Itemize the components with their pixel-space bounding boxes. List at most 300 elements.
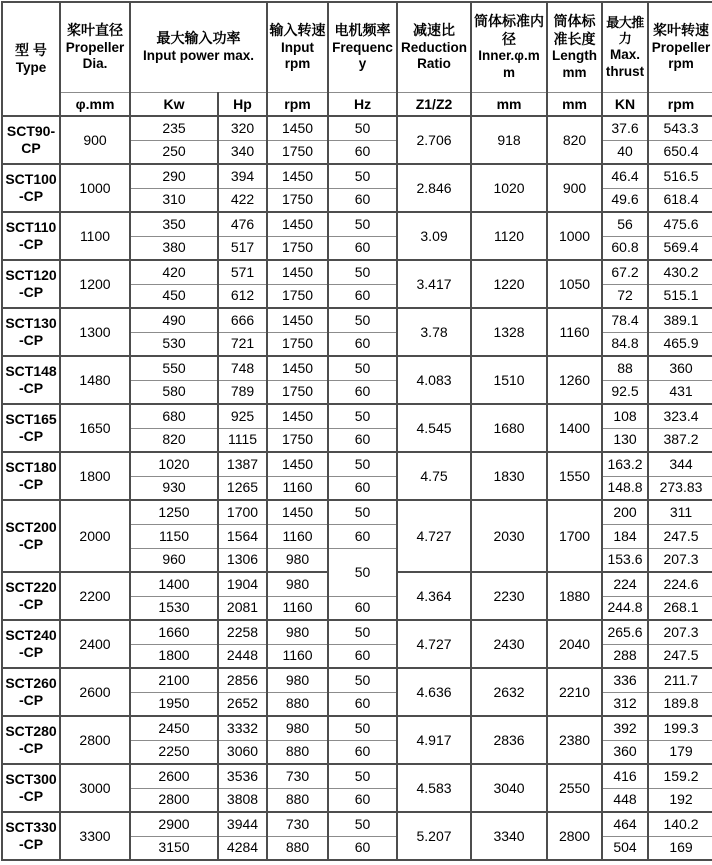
kw-cell: 310 xyxy=(130,188,218,212)
header-type-en: Type xyxy=(15,59,47,75)
thrust-cell: 72 xyxy=(602,284,648,308)
hz-cell: 60 xyxy=(328,596,397,620)
prop-rpm-cell: 169 xyxy=(648,836,712,860)
ratio-cell: 4.727 xyxy=(397,500,471,572)
table-row xyxy=(2,500,712,524)
header-prop-rpm-zh: 桨叶转速 xyxy=(653,22,710,39)
prop-rpm-cell: 140.2 xyxy=(648,812,712,836)
thrust-cell: 504 xyxy=(602,836,648,860)
thrust-cell: 49.6 xyxy=(602,188,648,212)
input-rpm-cell: 1450 xyxy=(267,308,328,332)
hp-cell: 2081 xyxy=(218,596,267,620)
model-cell: SCT300-CP xyxy=(2,764,60,812)
prop-rpm-cell: 323.4 xyxy=(648,404,712,428)
inner-dia-cell: 1220 xyxy=(471,260,547,308)
ratio-cell: 3.78 xyxy=(397,308,471,356)
kw-cell: 960 xyxy=(130,548,218,572)
header-frequency xyxy=(328,2,397,92)
hp-cell: 1306 xyxy=(218,548,267,572)
header-prop-rpm-en: Propeller rpm xyxy=(651,39,711,71)
dia-cell: 1000 xyxy=(60,164,130,212)
input-rpm-cell: 980 xyxy=(267,716,328,740)
thrust-cell: 108 xyxy=(602,404,648,428)
hp-cell: 3060 xyxy=(218,740,267,764)
dia-cell: 1200 xyxy=(60,260,130,308)
kw-cell: 1400 xyxy=(130,572,218,596)
table-row xyxy=(2,212,712,236)
dia-cell: 2400 xyxy=(60,620,130,668)
kw-cell: 450 xyxy=(130,284,218,308)
table-row xyxy=(2,164,712,188)
hz-cell: 50 xyxy=(328,116,397,140)
hp-cell: 320 xyxy=(218,116,267,140)
hp-cell: 2448 xyxy=(218,644,267,668)
kw-cell: 2250 xyxy=(130,740,218,764)
hp-cell: 2258 xyxy=(218,620,267,644)
hp-cell: 517 xyxy=(218,236,267,260)
hp-cell: 1700 xyxy=(218,500,267,524)
header-ratio-zh: 减速比 xyxy=(413,22,456,39)
hz-cell: 50 xyxy=(328,356,397,380)
header-type xyxy=(2,2,60,116)
hz-cell: 60 xyxy=(328,332,397,356)
model-cell: SCT180-CP xyxy=(2,452,60,500)
hz-cell: 60 xyxy=(328,140,397,164)
prop-rpm-cell: 543.3 xyxy=(648,116,712,140)
kw-cell: 530 xyxy=(130,332,218,356)
thrust-cell: 244.8 xyxy=(602,596,648,620)
prop-rpm-cell: 360 xyxy=(648,356,712,380)
length-cell: 1550 xyxy=(547,452,602,500)
length-cell: 1050 xyxy=(547,260,602,308)
hz-cell: 50 xyxy=(328,308,397,332)
unit-frequency: Hz xyxy=(328,92,397,116)
thrust-cell: 200 xyxy=(602,500,648,524)
thrust-cell: 360 xyxy=(602,740,648,764)
header-thrust-zh: 最大推力 xyxy=(606,14,644,46)
input-rpm-cell: 1450 xyxy=(267,404,328,428)
input-rpm-cell: 1450 xyxy=(267,260,328,284)
hz-cell: 60 xyxy=(328,476,397,500)
length-cell: 2040 xyxy=(547,620,602,668)
hz-cell: 50 xyxy=(328,404,397,428)
prop-rpm-cell: 211.7 xyxy=(648,668,712,692)
length-cell: 2800 xyxy=(547,812,602,860)
header-power-en: Input power max. xyxy=(143,47,255,63)
prop-rpm-cell: 159.2 xyxy=(648,764,712,788)
prop-rpm-cell: 465.9 xyxy=(648,332,712,356)
inner-dia-cell: 1680 xyxy=(471,404,547,452)
thrust-cell: 416 xyxy=(602,764,648,788)
input-rpm-cell: 980 xyxy=(267,572,328,596)
thrust-cell: 163.2 xyxy=(602,452,648,476)
header-input-rpm-zh: 输入转速 xyxy=(269,22,326,39)
model-cell: SCT240-CP xyxy=(2,620,60,668)
kw-cell: 1800 xyxy=(130,644,218,668)
prop-rpm-cell: 207.3 xyxy=(648,620,712,644)
input-rpm-cell: 730 xyxy=(267,764,328,788)
header-inner xyxy=(471,2,547,92)
hp-cell: 3536 xyxy=(218,764,267,788)
input-rpm-cell: 1750 xyxy=(267,380,328,404)
table-row xyxy=(2,668,712,692)
table-body xyxy=(2,116,712,860)
input-rpm-cell: 1450 xyxy=(267,500,328,524)
input-rpm-cell: 880 xyxy=(267,740,328,764)
hp-cell: 789 xyxy=(218,380,267,404)
kw-cell: 1250 xyxy=(130,500,218,524)
kw-cell: 350 xyxy=(130,212,218,236)
model-cell: SCT110-CP xyxy=(2,212,60,260)
thrust-cell: 84.8 xyxy=(602,332,648,356)
dia-cell: 2200 xyxy=(60,572,130,620)
hp-cell: 1904 xyxy=(218,572,267,596)
length-cell: 1700 xyxy=(547,500,602,572)
prop-rpm-cell: 224.6 xyxy=(648,572,712,596)
thrust-cell: 224 xyxy=(602,572,648,596)
header-thrust-en: Max. thrust xyxy=(605,47,645,79)
header-power xyxy=(130,2,267,92)
prop-rpm-cell: 207.3 xyxy=(648,548,712,572)
kw-cell: 290 xyxy=(130,164,218,188)
header-inner-en: Inner.φ.mm xyxy=(478,48,540,80)
hz-cell: 60 xyxy=(328,644,397,668)
model-cell: SCT90-CP xyxy=(2,116,60,164)
length-cell: 2210 xyxy=(547,668,602,716)
input-rpm-cell: 1750 xyxy=(267,236,328,260)
prop-rpm-cell: 618.4 xyxy=(648,188,712,212)
inner-dia-cell: 2430 xyxy=(471,620,547,668)
hz-cell: 60 xyxy=(328,284,397,308)
kw-cell: 2600 xyxy=(130,764,218,788)
input-rpm-cell: 1750 xyxy=(267,428,328,452)
prop-rpm-cell: 475.6 xyxy=(648,212,712,236)
hp-cell: 1115 xyxy=(218,428,267,452)
inner-dia-cell: 2030 xyxy=(471,500,547,572)
header-dia-en: Propeller Dia. xyxy=(65,39,125,71)
hp-cell: 422 xyxy=(218,188,267,212)
inner-dia-cell: 918 xyxy=(471,116,547,164)
thrust-cell: 148.8 xyxy=(602,476,648,500)
input-rpm-cell: 1750 xyxy=(267,284,328,308)
thrust-cell: 464 xyxy=(602,812,648,836)
kw-cell: 2800 xyxy=(130,788,218,812)
dia-cell: 1300 xyxy=(60,308,130,356)
hp-cell: 3944 xyxy=(218,812,267,836)
dia-cell: 1650 xyxy=(60,404,130,452)
unit-power-1: Hp xyxy=(218,92,267,116)
input-rpm-cell: 980 xyxy=(267,548,328,572)
table-row xyxy=(2,260,712,284)
hz-cell: 60 xyxy=(328,380,397,404)
model-cell: SCT200-CP xyxy=(2,500,60,572)
kw-cell: 1660 xyxy=(130,620,218,644)
kw-cell: 420 xyxy=(130,260,218,284)
prop-rpm-cell: 311 xyxy=(648,500,712,524)
length-cell: 2550 xyxy=(547,764,602,812)
input-rpm-cell: 1750 xyxy=(267,332,328,356)
kw-cell: 380 xyxy=(130,236,218,260)
dia-cell: 3300 xyxy=(60,812,130,860)
prop-rpm-cell: 387.2 xyxy=(648,428,712,452)
input-rpm-cell: 1160 xyxy=(267,524,328,548)
length-cell: 1400 xyxy=(547,404,602,452)
hp-cell: 666 xyxy=(218,308,267,332)
input-rpm-cell: 1750 xyxy=(267,188,328,212)
kw-cell: 250 xyxy=(130,140,218,164)
unit-length: mm xyxy=(547,92,602,116)
table-row xyxy=(2,308,712,332)
model-cell: SCT130-CP xyxy=(2,308,60,356)
thrust-cell: 312 xyxy=(602,692,648,716)
thrust-cell: 265.6 xyxy=(602,620,648,644)
input-rpm-cell: 980 xyxy=(267,668,328,692)
dia-cell: 3000 xyxy=(60,764,130,812)
input-rpm-cell: 1450 xyxy=(267,356,328,380)
ratio-cell: 4.083 xyxy=(397,356,471,404)
input-rpm-cell: 880 xyxy=(267,836,328,860)
prop-rpm-cell: 431 xyxy=(648,380,712,404)
prop-rpm-cell: 273.83 xyxy=(648,476,712,500)
hz-cell: 50 xyxy=(328,764,397,788)
thrust-cell: 336 xyxy=(602,668,648,692)
ratio-cell: 4.364 xyxy=(397,572,471,620)
hp-cell: 2652 xyxy=(218,692,267,716)
ratio-cell: 4.917 xyxy=(397,716,471,764)
header-length-zh: 筒体标准长度 xyxy=(553,13,596,47)
hp-cell: 3332 xyxy=(218,716,267,740)
model-cell: SCT165-CP xyxy=(2,404,60,452)
input-rpm-cell: 1450 xyxy=(267,212,328,236)
header-inner-zh: 筒体标准内径 xyxy=(474,13,545,47)
prop-rpm-cell: 515.1 xyxy=(648,284,712,308)
header-frequency-en: Frequency xyxy=(332,39,393,71)
inner-dia-cell: 1830 xyxy=(471,452,547,500)
model-cell: SCT148-CP xyxy=(2,356,60,404)
prop-rpm-cell: 430.2 xyxy=(648,260,712,284)
ratio-cell: 4.583 xyxy=(397,764,471,812)
prop-rpm-cell: 268.1 xyxy=(648,596,712,620)
table-row xyxy=(2,452,712,476)
kw-cell: 2450 xyxy=(130,716,218,740)
inner-dia-cell: 2836 xyxy=(471,716,547,764)
input-rpm-cell: 1450 xyxy=(267,164,328,188)
header-dia xyxy=(60,2,130,92)
hz-cell: 60 xyxy=(328,524,397,548)
input-rpm-cell: 1450 xyxy=(267,116,328,140)
ratio-cell: 4.727 xyxy=(397,620,471,668)
header-row-units xyxy=(2,92,712,116)
input-rpm-cell: 880 xyxy=(267,692,328,716)
model-cell: SCT330-CP xyxy=(2,812,60,860)
unit-prop-rpm: rpm xyxy=(648,92,712,116)
inner-dia-cell: 2632 xyxy=(471,668,547,716)
hz-cell: 60 xyxy=(328,428,397,452)
model-cell: SCT260-CP xyxy=(2,668,60,716)
table-row xyxy=(2,812,712,836)
hp-cell: 1387 xyxy=(218,452,267,476)
hz-cell: 50 xyxy=(328,812,397,836)
hp-cell: 394 xyxy=(218,164,267,188)
thrust-cell: 153.6 xyxy=(602,548,648,572)
kw-cell: 580 xyxy=(130,380,218,404)
length-cell: 1000 xyxy=(547,212,602,260)
header-row-main xyxy=(2,2,712,92)
length-cell: 1260 xyxy=(547,356,602,404)
kw-cell: 1150 xyxy=(130,524,218,548)
input-rpm-cell: 880 xyxy=(267,788,328,812)
kw-cell: 930 xyxy=(130,476,218,500)
hz-cell: 60 xyxy=(328,692,397,716)
prop-rpm-cell: 247.5 xyxy=(648,644,712,668)
thrust-cell: 288 xyxy=(602,644,648,668)
header-type-zh: 型 号 xyxy=(15,42,47,59)
hp-cell: 721 xyxy=(218,332,267,356)
header-power-zh: 最大输入功率 xyxy=(156,30,241,47)
hz-cell: 50 xyxy=(328,500,397,524)
hz-cell: 60 xyxy=(328,836,397,860)
model-cell: SCT220-CP xyxy=(2,572,60,620)
hz-cell: 50 xyxy=(328,620,397,644)
input-rpm-cell: 1750 xyxy=(267,140,328,164)
thrust-cell: 130 xyxy=(602,428,648,452)
kw-cell: 820 xyxy=(130,428,218,452)
prop-rpm-cell: 389.1 xyxy=(648,308,712,332)
length-cell: 2380 xyxy=(547,716,602,764)
header-length-en: Length mm xyxy=(552,48,598,80)
kw-cell: 2900 xyxy=(130,812,218,836)
header-frequency-zh: 电机频率 xyxy=(334,22,391,39)
thrust-cell: 67.2 xyxy=(602,260,648,284)
prop-rpm-cell: 192 xyxy=(648,788,712,812)
input-rpm-cell: 730 xyxy=(267,812,328,836)
ratio-cell: 4.75 xyxy=(397,452,471,500)
hp-cell: 4284 xyxy=(218,836,267,860)
thrust-cell: 448 xyxy=(602,788,648,812)
hp-cell: 748 xyxy=(218,356,267,380)
kw-cell: 490 xyxy=(130,308,218,332)
table-row xyxy=(2,116,712,140)
thrust-cell: 184 xyxy=(602,524,648,548)
dia-cell: 2000 xyxy=(60,500,130,572)
table-row xyxy=(2,356,712,380)
hz-cell: 60 xyxy=(328,188,397,212)
kw-cell: 1020 xyxy=(130,452,218,476)
table-row xyxy=(2,764,712,788)
inner-dia-cell: 1328 xyxy=(471,308,547,356)
thrust-cell: 37.6 xyxy=(602,116,648,140)
hz-cell: 50 xyxy=(328,212,397,236)
inner-dia-cell: 3340 xyxy=(471,812,547,860)
unit-inner: mm xyxy=(471,92,547,116)
thrust-cell: 46.4 xyxy=(602,164,648,188)
unit-ratio: Z1/Z2 xyxy=(397,92,471,116)
thrust-cell: 88 xyxy=(602,356,648,380)
header-input-rpm xyxy=(267,2,328,92)
prop-rpm-cell: 179 xyxy=(648,740,712,764)
length-cell: 1160 xyxy=(547,308,602,356)
header-input-rpm-en: Input rpm xyxy=(281,39,315,71)
hz-cell: 60 xyxy=(328,236,397,260)
hz-cell: 50 xyxy=(328,164,397,188)
header-prop-rpm xyxy=(648,2,712,92)
dia-cell: 900 xyxy=(60,116,130,164)
hp-cell: 571 xyxy=(218,260,267,284)
hp-cell: 476 xyxy=(218,212,267,236)
ratio-cell: 4.636 xyxy=(397,668,471,716)
hp-cell: 612 xyxy=(218,284,267,308)
kw-cell: 680 xyxy=(130,404,218,428)
table-row xyxy=(2,404,712,428)
kw-cell: 550 xyxy=(130,356,218,380)
dia-cell: 2600 xyxy=(60,668,130,716)
thrust-cell: 60.8 xyxy=(602,236,648,260)
inner-dia-cell: 1510 xyxy=(471,356,547,404)
thrust-cell: 92.5 xyxy=(602,380,648,404)
input-rpm-cell: 1160 xyxy=(267,644,328,668)
hp-cell: 1564 xyxy=(218,524,267,548)
ratio-cell: 5.207 xyxy=(397,812,471,860)
hp-cell: 3808 xyxy=(218,788,267,812)
prop-rpm-cell: 650.4 xyxy=(648,140,712,164)
hp-cell: 1265 xyxy=(218,476,267,500)
dia-cell: 1800 xyxy=(60,452,130,500)
ratio-cell: 4.545 xyxy=(397,404,471,452)
kw-cell: 235 xyxy=(130,116,218,140)
inner-dia-cell: 1120 xyxy=(471,212,547,260)
header-ratio-en: Reduction Ratio xyxy=(401,39,468,71)
input-rpm-cell: 1160 xyxy=(267,596,328,620)
length-cell: 820 xyxy=(547,116,602,164)
thrust-cell: 40 xyxy=(602,140,648,164)
ratio-cell: 2.706 xyxy=(397,116,471,164)
input-rpm-cell: 980 xyxy=(267,620,328,644)
table-header xyxy=(2,2,712,116)
hz-cell: 50 xyxy=(328,548,397,596)
hz-cell: 50 xyxy=(328,668,397,692)
prop-rpm-cell: 199.3 xyxy=(648,716,712,740)
table-row xyxy=(2,716,712,740)
header-thrust xyxy=(602,2,648,92)
input-rpm-cell: 1450 xyxy=(267,452,328,476)
hp-cell: 2856 xyxy=(218,668,267,692)
unit-dia: φ.mm xyxy=(60,92,130,116)
hp-cell: 925 xyxy=(218,404,267,428)
input-rpm-cell: 1160 xyxy=(267,476,328,500)
model-cell: SCT280-CP xyxy=(2,716,60,764)
dia-cell: 2800 xyxy=(60,716,130,764)
hz-cell: 60 xyxy=(328,788,397,812)
unit-power-0: Kw xyxy=(130,92,218,116)
unit-thrust: KN xyxy=(602,92,648,116)
thrust-cell: 392 xyxy=(602,716,648,740)
model-cell: SCT120-CP xyxy=(2,260,60,308)
hz-cell: 50 xyxy=(328,716,397,740)
ratio-cell: 3.09 xyxy=(397,212,471,260)
header-length xyxy=(547,2,602,92)
dia-cell: 1480 xyxy=(60,356,130,404)
hp-cell: 340 xyxy=(218,140,267,164)
ratio-cell: 3.417 xyxy=(397,260,471,308)
model-cell: SCT100-CP xyxy=(2,164,60,212)
thrust-cell: 78.4 xyxy=(602,308,648,332)
kw-cell: 2100 xyxy=(130,668,218,692)
spec-table xyxy=(1,1,712,861)
inner-dia-cell: 1020 xyxy=(471,164,547,212)
prop-rpm-cell: 247.5 xyxy=(648,524,712,548)
prop-rpm-cell: 189.8 xyxy=(648,692,712,716)
header-dia-zh: 桨叶直径 xyxy=(67,22,123,39)
